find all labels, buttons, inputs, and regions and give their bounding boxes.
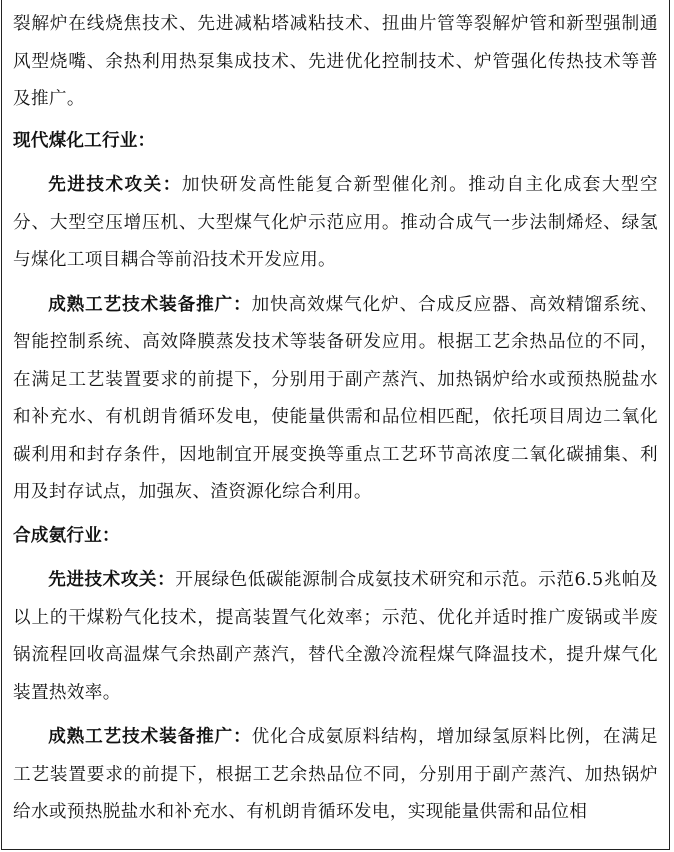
document-body xyxy=(13,6,658,838)
paragraph-text: 开展绿色低碳能源制合成氨技术研究和示范。示范6.5兆帕及以上的干煤粉气化技术，提高装置气化效率；示范、优化并适时推广废锅或半废锅流程回收高温煤气余热副产蒸汽，替代全激冷流程煤气降温技术，提升煤气化装置热效率。 xyxy=(13,570,658,703)
paragraph-text: 加快高效煤气化炉、合成反应器、高效精馏系统、智能控制系统、高效降膜蒸发技术等装备研发应用。根据工艺余热品位的不同，在满足工艺装置要求的前提下，分别用于副产蒸汽、加热锅炉给水或预热脱盐水和补充水、有机朗肯循环发电，使能量供需和品位相匹配，依托项目周边二氧化碳利用和封存条件，因地制宜开展变换等重点工艺环节高浓度二氧化碳捕集、利用及封存试点，加强灰、渣资源化综合利用。 xyxy=(13,294,658,502)
paragraph-text: 加快研发高性能复合新型催化剂。推动自主化成套大型空分、大型空压增压机、大型煤气化炉示范应用。推动合成气一步法制烯烃、绿氢与煤化工项目耦合等前沿技术开发应用。 xyxy=(13,175,658,270)
paragraph-advanced-tech-coal xyxy=(13,166,658,280)
paragraph-lead: 成熟工艺技术装备推广： xyxy=(48,726,252,747)
section-heading-modern-coal-chemical: 现代煤化工行业： xyxy=(13,130,156,151)
intro-paragraph: 裂解炉在线烧焦技术、先进减粘塔减粘技术、扭曲片管等裂解炉管和新型强制通风型烧嘴、余热利用热泵集成技术、先进优化控制技术、炉管强化传热技术等普及推广。 xyxy=(13,14,658,109)
paragraph-lead: 先进技术攻关： xyxy=(48,569,176,590)
paragraph-text: 优化合成氨原料结构，增加绿氢原料比例，在满足工艺装置要求的前提下，根据工艺余热品位不同，分别用于副产蒸汽、加热锅炉给水或预热脱盐水和补充水、有机朗肯循环发电，实现能量供需和品位相 xyxy=(13,727,658,822)
paragraph-lead: 成熟工艺技术装备推广： xyxy=(48,293,252,315)
section-heading-synthetic-ammonia: 合成氨行业： xyxy=(13,525,120,546)
paragraph-mature-tech-coal xyxy=(13,286,658,512)
paragraph-lead: 先进技术攻关： xyxy=(48,174,182,195)
paragraph-advanced-tech-ammonia xyxy=(13,561,658,712)
paragraph-mature-tech-ammonia xyxy=(13,718,658,832)
